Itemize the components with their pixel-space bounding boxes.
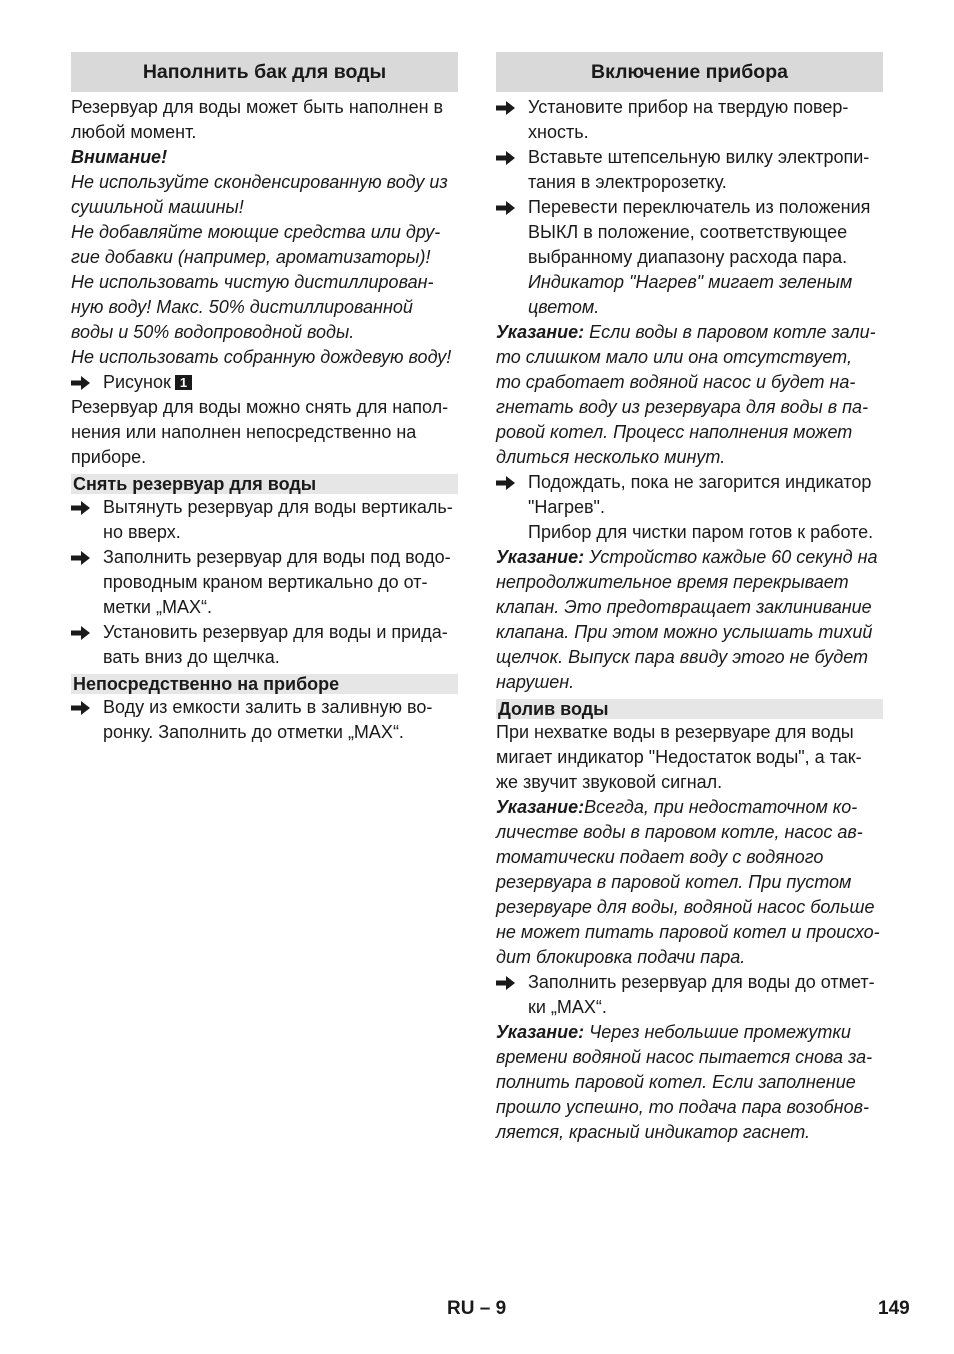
step-text: метки „MAX“.	[103, 597, 212, 617]
note-line	[496, 545, 883, 570]
warning-line: ную воду! Макс. 50% дистиллированной	[71, 297, 413, 317]
step-text: ки „MAX“.	[528, 997, 607, 1017]
switch-on-step	[496, 95, 883, 120]
step-text: ронку. Заполнить до отметки „MAX“.	[103, 722, 404, 742]
step-result: цветом.	[528, 297, 600, 317]
note-line: резервуара в паровой котел. При пустом	[496, 872, 852, 892]
arrow-right-icon	[496, 95, 518, 120]
direct-step	[71, 695, 458, 720]
warning-line: воды и 50% водопроводной воды.	[71, 322, 355, 342]
step-text: проводным краном вертикально до от-	[103, 572, 428, 592]
step-text: Вытянуть резервуар для воды вертикаль-	[103, 497, 453, 517]
note-line: томатически подает воду с водяного	[496, 847, 824, 867]
note-line: то слишком мало или она отсутствует,	[496, 347, 852, 367]
note-text: Если воды в паровом котле зали-	[584, 322, 876, 342]
arrow-right-icon	[496, 195, 518, 220]
note-line: гнетать воду из резервуара для воды в па-	[496, 397, 869, 417]
arrow-right-icon	[71, 545, 93, 570]
refill-heading: Долив воды	[496, 699, 883, 719]
step-text: Вставьте штепсельную вилку электропи-	[528, 147, 870, 167]
note-line: длиться несколько минут.	[496, 447, 726, 467]
note-line: непродолжительное время перекрывает	[496, 572, 849, 592]
note-line: дит блокировка подачи пара.	[496, 947, 746, 967]
remove-tank-heading: Снять резервуар для воды	[71, 474, 458, 494]
warning-line: сушильной машины!	[71, 197, 244, 217]
intro-line: Резервуар для воды может быть наполнен в	[71, 97, 444, 117]
note-line: щелчок. Выпуск пара ввиду этого не будет	[496, 647, 868, 667]
note-line	[496, 795, 883, 820]
note-line: не может питать паровой котел и происхо-	[496, 922, 880, 942]
figure-reference	[71, 370, 458, 395]
note-text: Устройство каждые 60 секунд на	[584, 547, 878, 567]
arrow-right-icon	[71, 695, 93, 720]
note-line: ровой котел. Процесс наполнения может	[496, 422, 853, 442]
section-page-label: RU – 9	[447, 1298, 507, 1319]
note-label: Указание:	[496, 797, 585, 817]
step-text: вать вниз до щелчка.	[103, 647, 280, 667]
note-line	[496, 1020, 883, 1045]
step-text: Установить резервуар для воды и прида-	[103, 622, 448, 642]
note-text: Всегда, при недостаточном ко-	[584, 797, 858, 817]
switch-on-heading: Включение прибора	[496, 52, 883, 92]
refill-step	[496, 970, 883, 995]
wait-step	[496, 470, 883, 495]
step-text: ВЫКЛ в положение, соответствующее	[528, 222, 848, 242]
arrow-right-icon	[496, 470, 518, 495]
step-result: Индикатор "Нагрев" мигает зеленым	[528, 272, 853, 292]
figure-number-badge: 1	[175, 375, 192, 390]
note-label: Указание:	[496, 547, 585, 567]
switch-on-step	[496, 145, 883, 170]
note-line: ляется, красный индикатор гаснет.	[496, 1122, 811, 1142]
step-text: хность.	[528, 122, 589, 142]
step-text: но вверх.	[103, 522, 181, 542]
warning-line: Не используйте сконденсированную воду из	[71, 172, 448, 192]
refill-text-line: же звучит звуковой сигнал.	[496, 772, 723, 792]
refill-text-line: мигает индикатор "Недостаток воды", а так-	[496, 747, 862, 767]
note-line: то сработает водяной насос и будет на-	[496, 372, 856, 392]
warning-title: Внимание!	[71, 147, 168, 167]
step-text: "Нагрев".	[528, 497, 605, 517]
note-line	[496, 320, 883, 345]
step-result: Прибор для чистки паром готов к работе.	[528, 522, 874, 542]
switch-on-step	[496, 195, 883, 220]
warning-line: Не использовать чистую дистиллирован-	[71, 272, 434, 292]
figure-label: Рисунок	[103, 372, 171, 392]
note-line: нарушен.	[496, 672, 575, 692]
note-text: Через небольшие промежутки	[584, 1022, 851, 1042]
left-column	[71, 52, 458, 745]
arrow-right-icon	[496, 145, 518, 170]
note-line: личестве воды в паровом котле, насос ав-	[496, 822, 863, 842]
step-text: Перевести переключатель из положения	[528, 197, 871, 217]
intro-line: любой момент.	[71, 122, 197, 142]
note-label: Указание:	[496, 1022, 585, 1042]
note-line: прошло успешно, то подача пара возобнов-	[496, 1097, 869, 1117]
refill-text-line: При нехватке воды в резервуаре для воды	[496, 722, 854, 742]
note-line: клапана. При этом можно услышать тихий	[496, 622, 873, 642]
arrow-right-icon	[71, 370, 93, 395]
direct-fill-heading: Непосредственно на приборе	[71, 674, 458, 694]
step-text: Заполнить резервуар для воды до отмет-	[528, 972, 875, 992]
removal-text-line: нения или наполнен непосредственно на	[71, 422, 417, 442]
right-column	[496, 52, 883, 1145]
remove-step	[71, 620, 458, 645]
step-text: выбранному диапазону расхода пара.	[528, 247, 848, 267]
warning-line: Не добавляйте моющие средства или дру-	[71, 222, 441, 242]
step-text: Установите прибор на твердую повер-	[528, 97, 849, 117]
arrow-right-icon	[71, 620, 93, 645]
warning-line: гие добавки (например, ароматизаторы)!	[71, 247, 431, 267]
fill-tank-heading: Наполнить бак для воды	[71, 52, 458, 92]
step-text: Заполнить резервуар для воды под водо-	[103, 547, 451, 567]
note-line: времени водяной насос пытается снова за-	[496, 1047, 873, 1067]
note-line: резервуаре для воды, водяной насос больше	[496, 897, 875, 917]
step-text: тания в электророзетку.	[528, 172, 727, 192]
step-text: Воду из емкости залить в заливную во-	[103, 697, 433, 717]
warning-line: Не использовать собранную дождевую воду!	[71, 347, 452, 367]
removal-text-line: приборе.	[71, 447, 147, 467]
note-label: Указание:	[496, 322, 585, 342]
arrow-right-icon	[71, 495, 93, 520]
step-text: Подождать, пока не загорится индикатор	[528, 472, 872, 492]
note-line: клапан. Это предотвращает заклинивание	[496, 597, 872, 617]
page-number: 149	[878, 1298, 910, 1319]
remove-step	[71, 545, 458, 570]
removal-text-line: Резервуар для воды можно снять для напол-	[71, 397, 449, 417]
remove-step	[71, 495, 458, 520]
note-line: полнить паровой котел. Если заполнение	[496, 1072, 856, 1092]
arrow-right-icon	[496, 970, 518, 995]
